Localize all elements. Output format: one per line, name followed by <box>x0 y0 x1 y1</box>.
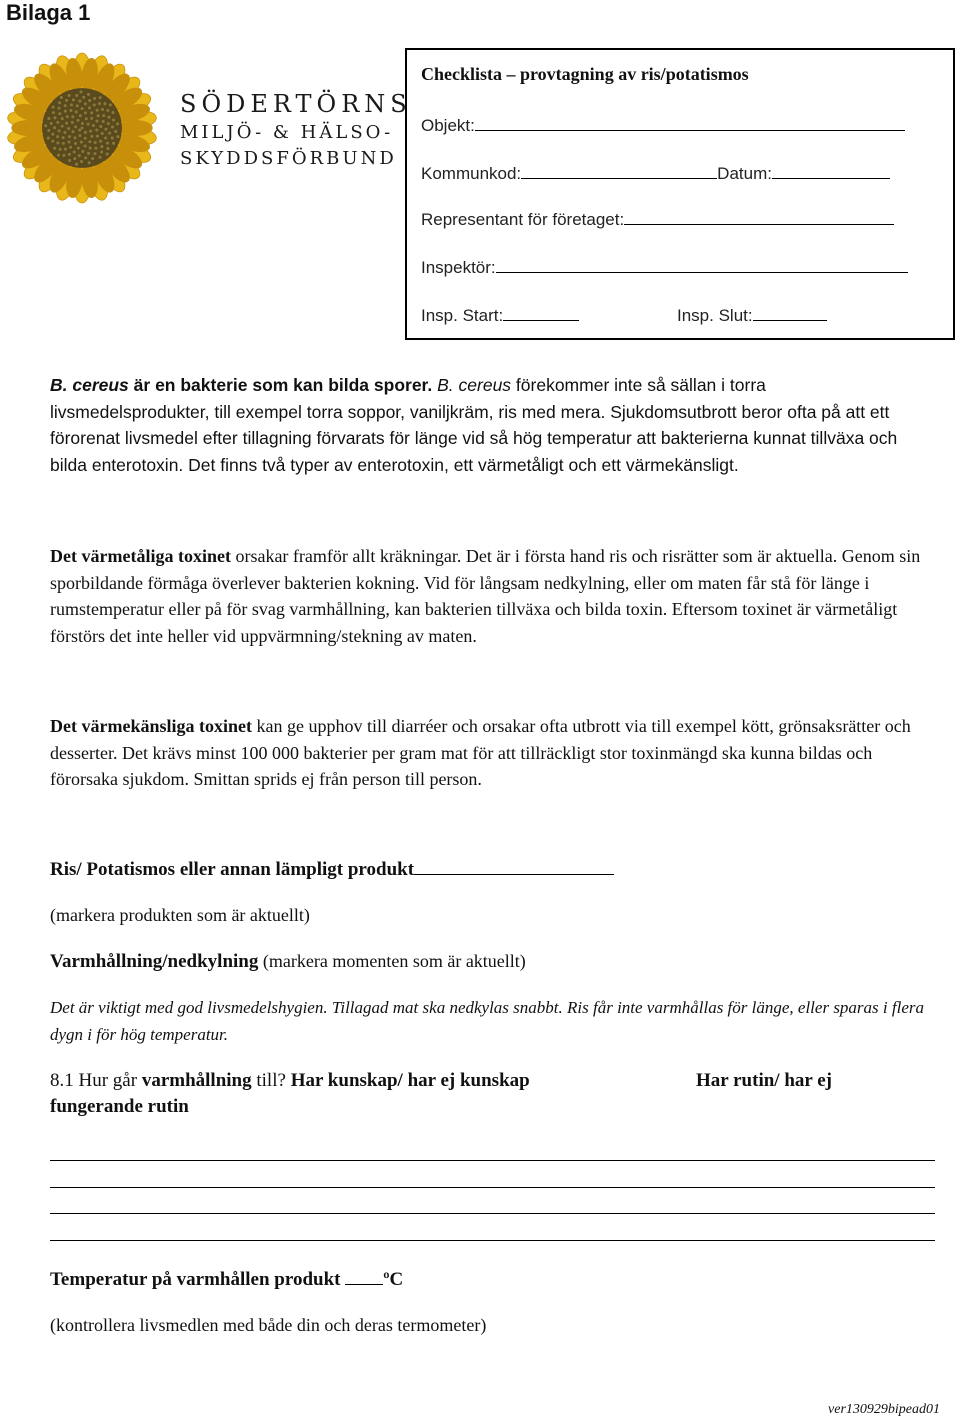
seed <box>61 117 64 120</box>
routine-option-cont: fungerande rutin <box>50 1096 189 1117</box>
heat-sensitive-heading: Det värmekänsliga toxinet <box>50 716 252 736</box>
seed <box>103 102 106 105</box>
seed <box>56 121 59 124</box>
seed <box>94 147 97 150</box>
seed <box>56 135 59 138</box>
seed <box>95 120 98 123</box>
seed <box>73 157 76 160</box>
seed <box>74 142 77 145</box>
insp-start-label: Insp. Start: <box>421 306 504 325</box>
seed <box>99 96 102 99</box>
seed <box>57 154 60 157</box>
objekt-input-line[interactable] <box>475 114 905 131</box>
checklist-box <box>405 48 955 340</box>
warming-heading: Varmhållning/nedkylning <box>50 951 259 972</box>
version-footer: ver130929bipead01 <box>828 1402 940 1417</box>
insp-start-field <box>421 304 579 326</box>
seed <box>85 117 88 120</box>
seed <box>93 97 96 100</box>
seed <box>76 104 79 107</box>
bacteria-name-1: B. cereus <box>50 375 129 395</box>
seed <box>78 100 81 103</box>
organization-name <box>180 92 412 168</box>
seed <box>82 96 85 99</box>
seed <box>56 141 59 144</box>
seed <box>53 126 56 129</box>
seed <box>96 109 99 112</box>
seed <box>47 137 50 140</box>
seed <box>107 116 110 119</box>
seed <box>92 124 95 127</box>
seed <box>52 106 55 109</box>
seed <box>81 150 84 153</box>
inspektor-input-line[interactable] <box>496 256 908 273</box>
seed <box>71 115 74 118</box>
seed <box>65 99 68 102</box>
seed <box>100 150 103 153</box>
seed <box>71 121 74 124</box>
seed <box>78 154 81 157</box>
seed <box>88 140 91 143</box>
seed <box>84 131 87 134</box>
org-line-2: MILJÖ- & HÄLSO- <box>180 122 394 143</box>
hygiene-note: Det är viktigt med god livsmedelshygien. Tillagad mat ska nedkylas snabbt. Ris får inte varmhållas för länge, eller sparas i flera dygn i för hög temperatur. <box>50 998 924 1044</box>
petal <box>12 120 46 135</box>
seed <box>65 122 68 125</box>
seed <box>88 106 91 109</box>
seed <box>106 153 109 156</box>
seed <box>77 147 80 150</box>
seed <box>99 125 102 128</box>
seed <box>68 153 71 156</box>
question-number: 8.1 Hur går <box>50 1070 142 1091</box>
temperature-heading: Temperatur på varmhållen produkt <box>50 1269 346 1290</box>
seed <box>74 136 77 139</box>
kommunkod-input-line[interactable] <box>521 162 717 179</box>
seed <box>88 161 91 164</box>
heat-stable-paragraph <box>50 543 930 649</box>
heat-stable-text: orsakar framför allt kräkningar. Det är i första hand ris och risrätter som är aktuella. Genom sin sporbildande förmåga överlever bakterien kokning. Vid för långsam nedkylning, eller om maten får stå för länge i rumstemperatur eller på för svag varmhållning, kan bakterien tillväxa och bilda toxin. Eftersom toxinet är värmetåligt förstörs det inte heller vid uppvärmning/stekning av maten. <box>50 546 921 646</box>
seed <box>69 109 72 112</box>
seed <box>94 141 97 144</box>
seed <box>68 94 71 97</box>
seed <box>58 101 61 104</box>
inspektor-label: Inspektör: <box>421 258 496 277</box>
seed <box>72 130 75 133</box>
seed <box>112 118 115 121</box>
seed <box>68 141 71 144</box>
insp-start-input-line[interactable] <box>503 304 579 321</box>
seed <box>80 160 83 163</box>
seed <box>104 128 107 131</box>
temperature-note: (kontrollera livsmedlen med både din och deras termometer) <box>50 1315 487 1335</box>
seed <box>75 94 78 97</box>
question-8-1 <box>50 1068 930 1095</box>
seed <box>52 111 55 114</box>
heat-stable-heading: Det värmetåliga toxinet <box>50 546 231 566</box>
seed <box>44 124 47 127</box>
seed <box>97 114 100 117</box>
seed <box>116 135 119 138</box>
org-line-1: SÖDERTÖRNS <box>180 90 412 118</box>
seed <box>60 96 63 99</box>
seed <box>64 148 67 151</box>
seed <box>101 132 104 135</box>
seed <box>112 142 115 145</box>
product-heading-line <box>50 856 930 884</box>
seed <box>88 99 91 102</box>
seed <box>84 137 87 140</box>
answer-line-3[interactable] <box>50 1213 935 1214</box>
seed <box>80 126 83 129</box>
seed <box>107 122 110 125</box>
product-heading: Ris/ Potatismos eller annan lämpligt produkt <box>50 859 415 880</box>
answer-line-1[interactable] <box>50 1160 935 1161</box>
seed <box>64 110 67 113</box>
seed <box>50 122 53 125</box>
question-mid: till? <box>251 1070 291 1091</box>
seed <box>111 136 114 139</box>
seed <box>66 115 69 118</box>
seed <box>89 130 92 133</box>
objekt-label: Objekt: <box>421 116 475 135</box>
representant-field <box>421 208 894 230</box>
seed <box>77 119 80 122</box>
seed <box>114 130 117 133</box>
seed <box>53 147 56 150</box>
intro-text-2: Sjukdomsutbrott beror ofta på att ett förorenat livsmedel efter tillagning förvarats för länge vid så hög temperatur att bakterierna kunnat tillväxa och bilda enterotoxin. Det finns två typer av enterotoxin, ett värmetåligt och ett värmekänsligt. <box>50 401 898 475</box>
seed <box>106 142 109 145</box>
seed <box>106 109 109 112</box>
intro-bold-text: är en bakterie som kan bilda sporer. <box>128 375 438 395</box>
seed <box>95 128 98 131</box>
knowledge-option: Har kunskap/ har ej kunskap <box>290 1070 530 1091</box>
seed <box>98 102 101 105</box>
seed <box>68 159 71 162</box>
insp-slut-label: Insp. Slut: <box>677 306 753 325</box>
temperature-unit: ºC <box>383 1269 404 1290</box>
seed <box>51 133 54 136</box>
seed <box>98 156 101 159</box>
seed <box>108 132 111 135</box>
question-bold-1: varmhållning <box>141 1070 252 1091</box>
seed <box>79 114 82 117</box>
representant-input-line[interactable] <box>624 208 894 225</box>
product-input-line[interactable] <box>414 856 614 875</box>
seed <box>102 114 105 117</box>
seed <box>81 107 84 110</box>
seed <box>96 135 99 138</box>
seed <box>111 111 114 114</box>
seed <box>59 148 62 151</box>
seed <box>84 111 87 114</box>
seed <box>72 98 75 101</box>
seed <box>90 111 93 114</box>
seed <box>81 122 84 125</box>
seed <box>47 129 50 132</box>
seed <box>99 140 102 143</box>
seed <box>51 140 54 143</box>
seed <box>58 112 61 115</box>
seed <box>93 103 96 106</box>
seed <box>62 136 65 139</box>
seed <box>84 102 87 105</box>
seed <box>47 117 50 120</box>
seed <box>87 152 90 155</box>
seed <box>70 103 73 106</box>
seed <box>64 104 67 107</box>
warming-heading-line <box>50 948 930 976</box>
seed <box>84 144 87 147</box>
seed <box>58 129 61 132</box>
seed <box>90 117 93 120</box>
answer-line-2[interactable] <box>50 1187 935 1188</box>
answer-line-4[interactable] <box>50 1240 935 1241</box>
seed <box>75 110 78 113</box>
datum-label: Datum: <box>717 164 772 183</box>
heat-sensitive-text: kan ge upphov till diarréer och orsakar ofta utbrott via till exempel kött, grönsaksrätter och desserter. Det krävs minst 100 000 bakterier per gram mat för att tillräckligt stor toxinmängd ska kunna bildas och förorsaka sjukdom. Smittan sprids ej från person till person. <box>50 716 911 789</box>
inspektor-field <box>421 256 908 278</box>
seed <box>62 154 65 157</box>
seed <box>106 147 109 150</box>
seed <box>116 122 119 125</box>
seed <box>62 142 65 145</box>
checklist-title: Checklista – provtagning av ris/potatismos <box>421 64 749 84</box>
seed <box>68 135 71 138</box>
representant-label: Representant för företaget: <box>421 210 625 229</box>
kommunkod-datum-field <box>421 162 890 184</box>
intro-text-1: förekommer inte så sällan i torra livsmedelsprodukter, till exempel torra soppor, vaniljkräm, ris med mera. <box>50 375 766 422</box>
intro-paragraph <box>50 372 930 478</box>
seed <box>57 107 60 110</box>
attachment-label: Bilaga 1 <box>6 0 91 25</box>
seed <box>101 108 104 111</box>
seed <box>69 146 72 149</box>
seed <box>91 157 94 160</box>
seed <box>53 116 56 119</box>
insp-slut-input-line[interactable] <box>753 304 827 321</box>
seed <box>73 150 76 153</box>
kommunkod-label: Kommunkod: <box>421 164 522 183</box>
seed <box>100 145 103 148</box>
seed <box>90 135 93 138</box>
seed <box>80 90 83 93</box>
bacteria-name-2: B. cereus <box>437 375 512 395</box>
seed <box>93 152 96 155</box>
seed <box>89 147 92 150</box>
product-note: (markera produkten som är aktuellt) <box>50 905 310 925</box>
temperature-line <box>50 1266 930 1294</box>
sunflower-logo <box>6 52 158 204</box>
org-line-3: SKYDDSFÖRBUND <box>180 148 397 169</box>
seed <box>75 163 78 166</box>
warming-note: (markera momenten som är aktuellt) <box>258 951 526 971</box>
temperature-input-line[interactable] <box>345 1266 383 1285</box>
seed <box>63 131 66 134</box>
objekt-field <box>421 114 905 136</box>
seed <box>80 141 83 144</box>
seed <box>61 125 64 128</box>
seed <box>74 125 77 128</box>
seed <box>78 129 81 132</box>
seed <box>78 134 81 137</box>
seed <box>109 103 112 106</box>
seed <box>67 127 70 130</box>
seed <box>87 93 90 96</box>
seed <box>87 123 90 126</box>
heat-sensitive-paragraph <box>50 713 930 793</box>
petal <box>118 120 152 135</box>
seed <box>104 136 107 139</box>
seed <box>84 156 87 159</box>
insp-slut-field <box>677 304 827 326</box>
routine-option: Har rutin/ har ej <box>696 1070 832 1091</box>
seed <box>111 126 114 129</box>
datum-input-line[interactable] <box>772 162 890 179</box>
seed <box>102 120 105 123</box>
